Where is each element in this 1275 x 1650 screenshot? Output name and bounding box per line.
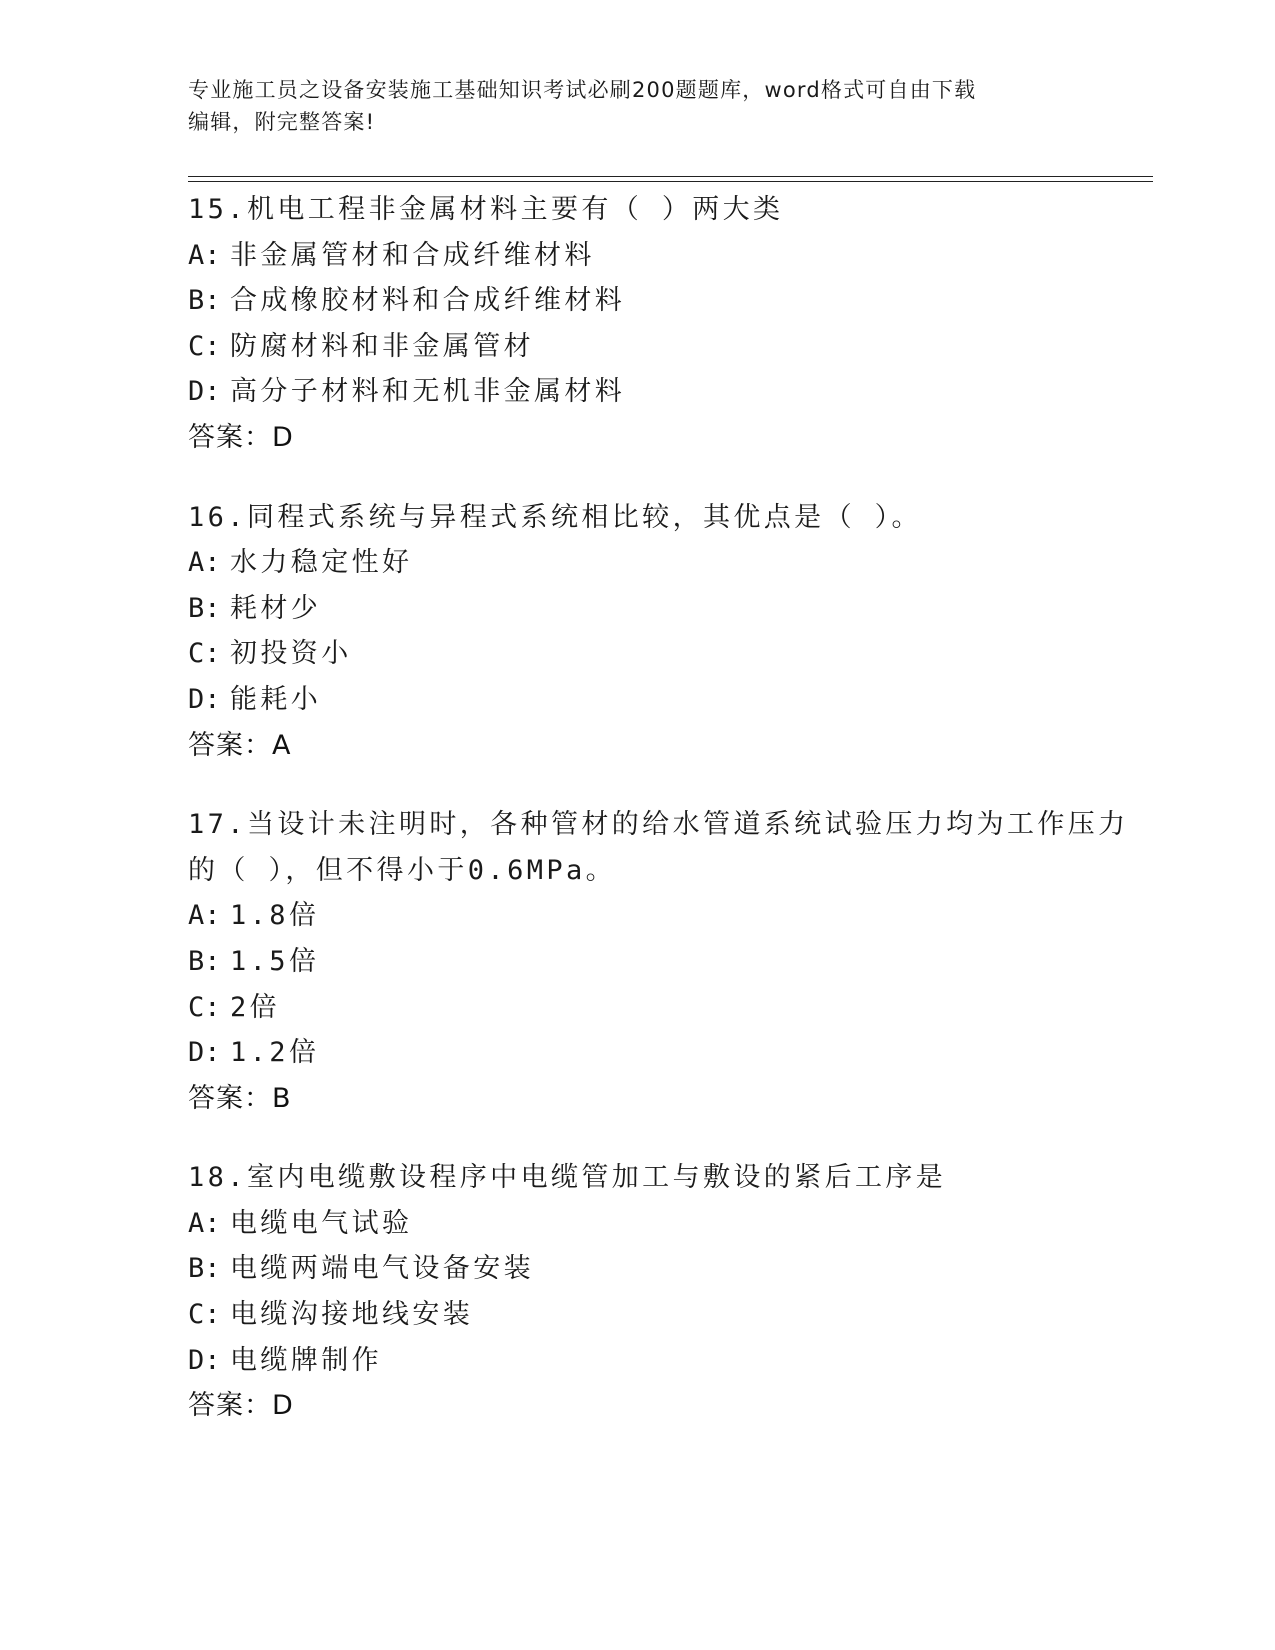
option-text: 水力稳定性好: [230, 547, 413, 579]
question-stem: 18.室内电缆敷设程序中电缆管加工与敷设的紧后工序是: [188, 1162, 947, 1194]
option-text: 耗材少: [230, 592, 322, 624]
option-text: 电缆电气试验: [230, 1207, 413, 1239]
option-text: 1.8倍: [230, 900, 320, 932]
answer-label: 答案：: [188, 1390, 272, 1422]
question-block: [188, 495, 1088, 769]
option-key: B:: [188, 285, 221, 317]
answer-option: [188, 677, 1088, 723]
option-key: B:: [188, 945, 221, 977]
answer-line: [188, 415, 1088, 461]
option-key: C:: [188, 330, 221, 362]
answer-value: A: [272, 729, 292, 761]
answer-option: [188, 1292, 1088, 1338]
option-key: A:: [188, 900, 221, 932]
question-stem: 16.同程式系统与异程式系统相比较，其优点是（ ）。: [188, 501, 922, 533]
question-list: [188, 187, 1129, 1463]
option-key: C:: [188, 638, 221, 670]
option-key: D:: [188, 1037, 221, 1069]
option-text: 能耗小: [230, 683, 322, 715]
answer-option: [188, 233, 1088, 279]
answer-line: [188, 1076, 1088, 1122]
option-text: 电缆两端电气设备安装: [230, 1253, 534, 1285]
option-key: C:: [188, 1299, 221, 1331]
answer-option: [188, 586, 1088, 632]
answer-label: 答案：: [188, 1082, 272, 1114]
option-text: 1.2倍: [230, 1037, 320, 1069]
answer-option: [188, 1246, 1088, 1292]
option-text: 初投资小: [230, 638, 352, 670]
answer-label: 答案：: [188, 421, 272, 453]
option-text: 非金属管材和合成纤维材料: [230, 239, 595, 271]
option-key: A:: [188, 547, 221, 579]
option-key: A:: [188, 1207, 221, 1239]
option-text: 电缆牌制作: [230, 1344, 382, 1376]
option-text: 合成橡胶材料和合成纤维材料: [230, 285, 626, 317]
question-block: [188, 1155, 1088, 1429]
option-key: D:: [188, 1344, 221, 1376]
answer-option: [188, 540, 1088, 586]
answer-value: B: [272, 1082, 292, 1114]
answer-value: D: [272, 1390, 294, 1422]
answer-option: [188, 939, 1088, 985]
option-key: B:: [188, 1253, 221, 1285]
question-stem: 15.机电工程非金属材料主要有（ ）两大类: [188, 194, 784, 225]
answer-line: [188, 1383, 1088, 1429]
question-stem: 17.当设计未注明时，各种管材的给水管道系统试验压力均为工作压力: [188, 809, 1129, 841]
answer-option: [188, 631, 1088, 677]
answer-line: [188, 723, 1088, 769]
option-key: B:: [188, 592, 221, 624]
option-key: D:: [188, 683, 221, 715]
option-key: C:: [188, 991, 221, 1023]
option-text: 防腐材料和非金属管材: [230, 330, 534, 362]
answer-option: [188, 278, 1088, 324]
header-divider-bottom: [188, 181, 1153, 182]
answer-option: [188, 985, 1088, 1031]
header-line-1: 专业施工员之设备安装施工基础知识考试必刷200题题库，word格式可自由下载: [188, 78, 977, 102]
option-key: D:: [188, 376, 221, 408]
answer-value: D: [272, 421, 294, 453]
answer-option: [188, 893, 1088, 939]
answer-option: [188, 1338, 1088, 1384]
option-text: 1.5倍: [230, 945, 320, 977]
header-line-2: 编辑，附完整答案!: [188, 110, 376, 134]
header-divider-top: [188, 176, 1153, 177]
option-key: A:: [188, 239, 221, 271]
question-block: [188, 802, 1129, 1121]
answer-option: [188, 1201, 1088, 1247]
option-text: 电缆沟接地线安装: [230, 1299, 474, 1331]
option-text: 高分子材料和无机非金属材料: [230, 376, 626, 408]
answer-option: [188, 324, 1088, 370]
answer-option: [188, 369, 1088, 415]
question-block: [188, 187, 1088, 461]
answer-label: 答案：: [188, 729, 272, 761]
answer-option: [188, 1030, 1088, 1076]
document-header: [188, 74, 1078, 138]
question-stem: 的（ ），但不得小于0.6MPa。: [188, 854, 617, 886]
option-text: 2倍: [230, 991, 281, 1023]
